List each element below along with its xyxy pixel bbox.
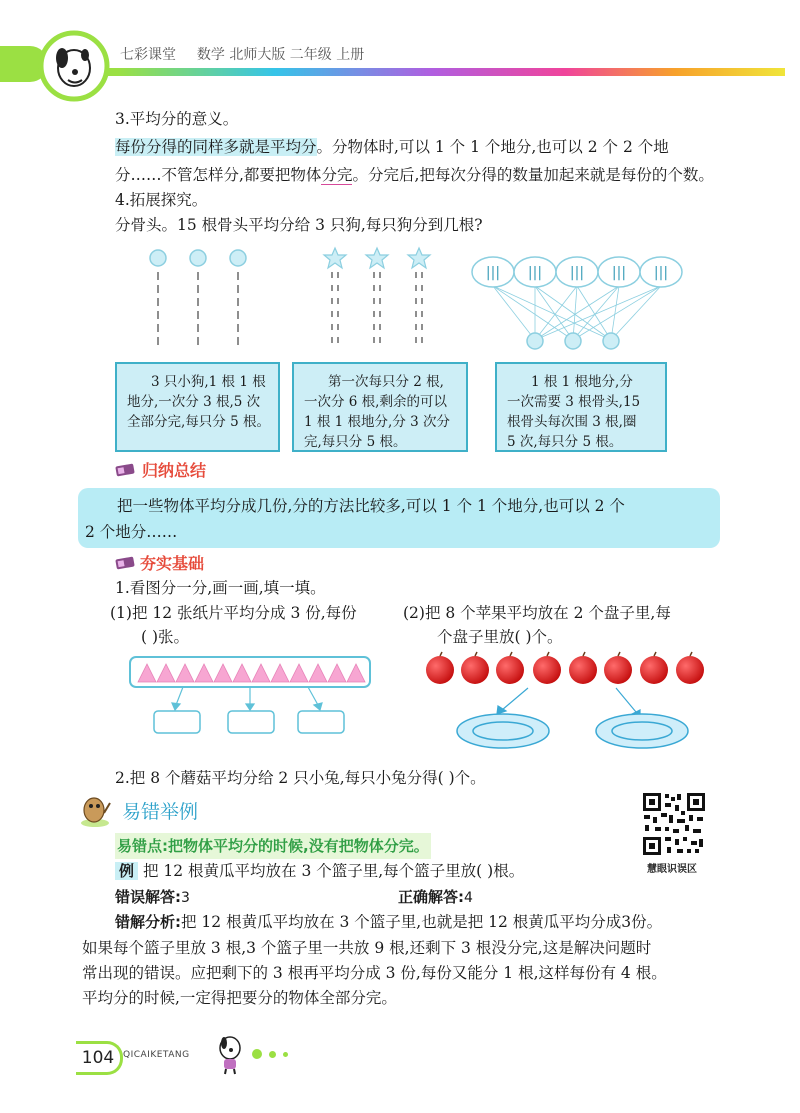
method-panel-2 [292,362,468,452]
basics-pencil-icon [114,554,138,572]
analysis-label: 错解分析: [115,913,181,931]
wrong-answer [115,884,190,911]
errors-title: 易错举例 [122,801,199,823]
method3-line3: 根骨头每次围 3 根,圈 [507,414,637,430]
basics-q1: 1.看图分一分,画一画,填一填。 [115,579,326,597]
method3-line1: 1 根 1 根地分,分 [531,374,633,390]
basics-title: 夯实基础 [140,554,205,573]
right-value: 4 [464,890,473,906]
summary-line2: 2 个地分…… [85,523,178,541]
basics-q1b-line1: (2)把 8 个苹果平均放在 2 个盘子里,每 [403,604,671,622]
basics-q1b-line2: 个盘子里放( )个。 [437,628,563,646]
wrong-value: 3 [181,890,190,906]
errors-point: 易错点:把物体平均分的时候,没有把物体分完。 [115,833,431,859]
header-color-band [0,68,785,76]
right-label: 正确解答: [398,888,464,906]
footer-dog-icon [214,1032,246,1076]
diagram-group1 [150,250,246,350]
analysis-line4: 平均分的时候,一定得把要分的物体全部分完。 [82,989,397,1007]
section3-line2-prefix: 分……不管怎样分,都要把物体 [115,166,322,184]
basics-q1a-line2: ( )张。 [141,628,190,646]
section3-line1 [115,134,669,160]
errors-example [115,858,524,884]
method2-line3: 1 根 1 根地分,分 3 次分 [304,414,451,430]
qr-code[interactable] [641,791,707,857]
method3-line4: 5 次,每只分 5 根。 [507,434,623,450]
method1-line1: 3 只小狗,1 根 1 根 [151,374,266,390]
section3-line2 [115,162,714,188]
oval-mark-2: ||| [527,265,543,281]
method-panel-3 [495,362,667,452]
analysis-line2: 如果每个篮子里放 3 根,3 个篮子里一共放 9 根,还剩下 3 根没分完,这是解决问题时 [82,939,652,957]
summary-title: 归纳总结 [142,461,207,480]
analysis-line3: 常出现的错误。应把剩下的 3 根再平均分成 3 份,每份又能分 1 根,这样每份有 4 根。 [82,964,667,982]
oval-mark-5: ||| [653,265,669,281]
method3-line2: 一次需要 3 根骨头,15 [507,394,641,410]
mascot-dog-icon [38,30,110,102]
section4-heading: 4.拓展探究。 [115,191,208,209]
summary-pencil-icon [114,461,138,479]
section3-line1-rest: 。分物体时,可以 1 个 1 个地分,也可以 2 个 2 个地 [316,138,669,156]
errors-mascot-icon [78,793,112,829]
method2-line4: 完,每只分 5 根。 [304,434,407,450]
apples-plates-diagram [420,648,720,750]
analysis-line1 [115,909,662,935]
basics-q2: 2.把 8 个蘑菇平均分给 2 只小兔,每只小兔分得( )个。 [115,769,486,787]
page-number: 104 [76,1041,123,1075]
summary-line1: 把一些物体平均分成几份,分的方法比较多,可以 1 个 1 个地分,也可以 2 个 [117,497,625,515]
section3-line2-underline: 分完 [321,166,353,184]
method-panel-1 [115,362,280,452]
section4-question: 分骨头。15 根骨头平均分给 3 只狗,每只狗分到几根? [115,216,483,234]
footer-brand: QICAIKETANG [123,1050,190,1060]
right-answer [398,884,473,911]
header-subject-line: 数学 北师大版 二年级 上册 [196,47,365,63]
analysis-line1-text: 把 12 根黄瓜平均放在 3 个篮子里,也就是把 12 根黄瓜平均分成3份。 [181,913,663,931]
method1-line3: 全部分完,每只分 5 根。 [127,414,270,430]
example-tag: 例 [115,862,138,880]
section3-heading: 3.平均分的意义。 [115,110,239,128]
qr-caption: 慧眼识误区 [647,864,697,875]
diagram-group3 [472,257,682,349]
section3-line2-rest: 。分完后,把每次分得的数量加起来就是每份的个数。 [352,166,714,184]
basics-q1a-line1: (1)把 12 张纸片平均分成 3 份,每份 [110,604,357,622]
diagram-group2 [324,248,430,350]
bone-division-diagrams [110,240,710,355]
paper-cards-diagram [128,655,378,740]
oval-mark-4: ||| [611,265,627,281]
oval-mark-1: ||| [485,265,501,281]
section3-line1-highlight: 每份分得的同样多就是平均分 [115,138,317,156]
wrong-label: 错误解答: [115,888,181,906]
example-text: 把 12 根黄瓜平均放在 3 个篮子里,每个篮子里放( )根。 [142,862,525,880]
method1-line2: 地分,一次分 3 根,5 次 [127,394,261,410]
oval-mark-3: ||| [569,265,585,281]
header-series: 七彩课堂 [120,47,176,63]
method2-line1: 第一次每只分 2 根, [328,374,444,390]
method2-line2: 一次分 6 根,剩余的可以 [304,394,447,410]
